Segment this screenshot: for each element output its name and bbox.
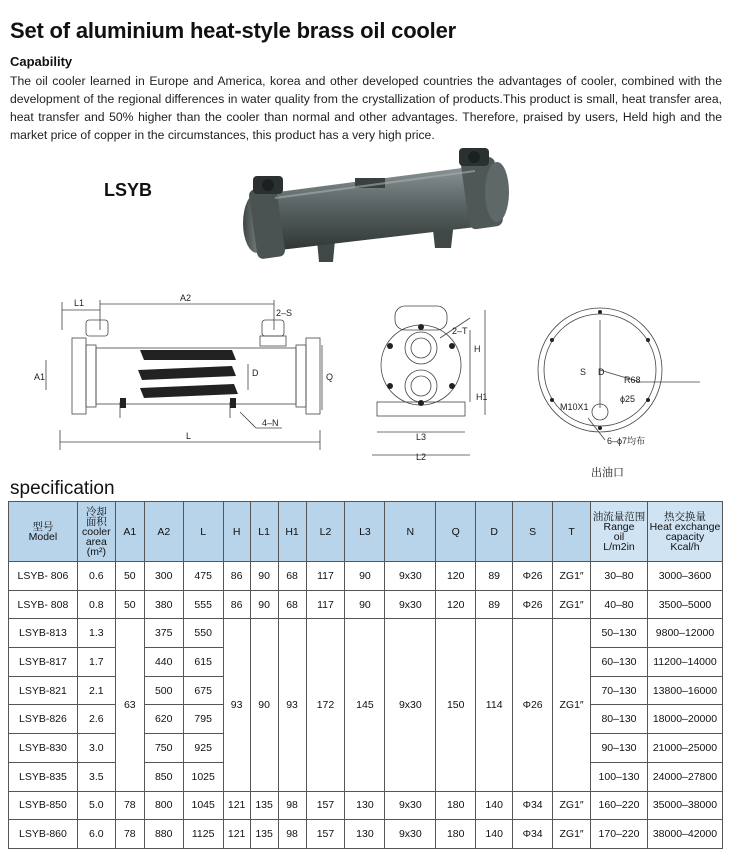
- cell-a1: 78: [115, 791, 144, 820]
- cell-model: LSYB-813: [9, 619, 78, 648]
- cell-heat: 3000–3600: [647, 562, 722, 591]
- cell-a2: 880: [144, 820, 183, 849]
- cell-t: ZG1″: [553, 791, 591, 820]
- cell-h-group: 93: [223, 619, 250, 791]
- header-l: L: [183, 502, 223, 562]
- cell-heat: 24000–27800: [647, 762, 722, 791]
- label-h1: H1: [476, 392, 488, 402]
- header-l1: L1: [250, 502, 278, 562]
- cell-n: 9x30: [385, 590, 436, 619]
- cell-heat: 11200–14000: [647, 648, 722, 677]
- cell-heat: 21000–25000: [647, 734, 722, 763]
- cell-l: 1025: [183, 762, 223, 791]
- label-2s: 2–S: [276, 308, 293, 318]
- cell-a2: 750: [144, 734, 183, 763]
- cell-l3: 90: [345, 590, 385, 619]
- cell-t: ZG1″: [553, 590, 591, 619]
- cell-h: 86: [223, 562, 250, 591]
- cell-l2: 117: [306, 590, 345, 619]
- header-area: 冷却 面积 cooler area (m²): [77, 502, 115, 562]
- cell-l: 615: [183, 648, 223, 677]
- cell-model: LSYB-860: [9, 820, 78, 849]
- cell-a2: 850: [144, 762, 183, 791]
- cell-q: 180: [436, 820, 476, 849]
- cell-l: 925: [183, 734, 223, 763]
- cell-h: 121: [223, 791, 250, 820]
- cell-l1: 90: [250, 590, 278, 619]
- cell-a2: 500: [144, 676, 183, 705]
- table-row: [9, 820, 723, 849]
- cell-d: 140: [476, 820, 513, 849]
- cell-heat: 13800–16000: [647, 676, 722, 705]
- cell-l: 475: [183, 562, 223, 591]
- cell-area: 0.6: [77, 562, 115, 591]
- cell-h1: 68: [278, 590, 306, 619]
- cell-q: 120: [436, 562, 476, 591]
- label-d2: D: [598, 367, 605, 377]
- cell-flow: 40–80: [591, 590, 648, 619]
- cell-d: 89: [476, 590, 513, 619]
- outlet-label: 出油口: [591, 467, 624, 479]
- cell-flow: 170–220: [591, 820, 648, 849]
- cell-a2: 440: [144, 648, 183, 677]
- label-m10: M10X1: [560, 402, 589, 412]
- label-2t: 2–T: [452, 326, 468, 336]
- cell-l3: 90: [345, 562, 385, 591]
- cell-l2: 157: [306, 791, 345, 820]
- label-s: S: [580, 367, 587, 377]
- cell-h1: 98: [278, 820, 306, 849]
- cell-l1-group: 90: [250, 619, 278, 791]
- cell-a2: 620: [144, 705, 183, 734]
- cell-t: ZG1″: [553, 820, 591, 849]
- cell-s: Φ26: [513, 562, 553, 591]
- table-row: [9, 619, 723, 648]
- table-row: [9, 590, 723, 619]
- label-l3: L3: [416, 432, 427, 442]
- cell-t-group: ZG1″: [553, 619, 591, 791]
- cell-area: 2.1: [77, 676, 115, 705]
- header-t: T: [553, 502, 591, 562]
- cell-heat: 3500–5000: [647, 590, 722, 619]
- label-a2: A2: [180, 293, 192, 303]
- cell-n: 9x30: [385, 820, 436, 849]
- cell-l3: 130: [345, 791, 385, 820]
- cell-area: 2.6: [77, 705, 115, 734]
- cell-q: 180: [436, 791, 476, 820]
- cell-h: 86: [223, 590, 250, 619]
- cell-a2: 380: [144, 590, 183, 619]
- cell-heat: 35000–38000: [647, 791, 722, 820]
- cell-area: 5.0: [77, 791, 115, 820]
- cell-heat: 38000–42000: [647, 820, 722, 849]
- cell-heat: 9800–12000: [647, 619, 722, 648]
- cell-h1: 68: [278, 562, 306, 591]
- cell-a1: 78: [115, 820, 144, 849]
- page-title: Set of aluminium heat-style brass oil cooler: [10, 18, 456, 43]
- header-h1: H1: [278, 502, 306, 562]
- model-tag: LSYB: [104, 180, 153, 200]
- cell-model: LSYB-826: [9, 705, 78, 734]
- header-h: H: [223, 502, 250, 562]
- header-l3: L3: [345, 502, 385, 562]
- label-q: Q: [326, 372, 334, 382]
- cell-l: 675: [183, 676, 223, 705]
- cell-area: 1.7: [77, 648, 115, 677]
- table-row: [9, 562, 723, 591]
- header-flow: 油流量范围 Range oil L/m2in: [591, 502, 648, 562]
- cell-l: 1045: [183, 791, 223, 820]
- cell-h1-group: 93: [278, 619, 306, 791]
- cell-a1-group: 63: [115, 619, 144, 791]
- header-q: Q: [436, 502, 476, 562]
- table-row: [9, 791, 723, 820]
- cell-flow: 50–130: [591, 619, 648, 648]
- cell-model: LSYB-835: [9, 762, 78, 791]
- cell-l: 555: [183, 590, 223, 619]
- header-n: N: [385, 502, 436, 562]
- label-l2: L2: [416, 452, 427, 462]
- label-d: D: [252, 368, 259, 378]
- cell-heat: 18000–20000: [647, 705, 722, 734]
- cell-q-group: 150: [436, 619, 476, 791]
- capability-text: The oil cooler learned in Europe and America, korea and other developed countries the advantages of cooler, combined with the development of the regional differences in water quality from the crystallization of products.This product is small, heat transfer area, heat transfer and 50% higher than the cooler than normal and other advantages. Therefore, praised by users, Held high and the market price of copper in the circumstances, this product has a very high price.: [10, 74, 722, 142]
- cell-a2: 300: [144, 562, 183, 591]
- label-phi25: ϕ25: [620, 394, 636, 404]
- cell-flow: 60–130: [591, 648, 648, 677]
- cell-l: 1125: [183, 820, 223, 849]
- header-d: D: [476, 502, 513, 562]
- header-heat: 热交换量 Heat exchange capacity Kcal/h: [647, 502, 722, 562]
- cell-s: Φ26: [513, 590, 553, 619]
- spec-heading: specification: [10, 478, 115, 499]
- cell-d-group: 114: [476, 619, 513, 791]
- label-a1: A1: [34, 372, 46, 382]
- cell-l3-group: 145: [345, 619, 385, 791]
- cell-h1: 98: [278, 791, 306, 820]
- cell-flow: 30–80: [591, 562, 648, 591]
- cell-a2: 375: [144, 619, 183, 648]
- cell-n: 9x30: [385, 562, 436, 591]
- cell-l2: 117: [306, 562, 345, 591]
- cell-a1: 50: [115, 562, 144, 591]
- cell-model: LSYB-817: [9, 648, 78, 677]
- header-a2: A2: [144, 502, 183, 562]
- cell-h: 121: [223, 820, 250, 849]
- cell-area: 3.0: [77, 734, 115, 763]
- cell-l2-group: 172: [306, 619, 345, 791]
- cell-flow: 100–130: [591, 762, 648, 791]
- cell-d: 89: [476, 562, 513, 591]
- cell-area: 1.3: [77, 619, 115, 648]
- header-model: 型号 Model: [9, 502, 78, 562]
- cell-l1: 90: [250, 562, 278, 591]
- cell-l2: 157: [306, 820, 345, 849]
- cell-s: Φ34: [513, 791, 553, 820]
- label-l: L: [186, 431, 192, 441]
- header-a1: A1: [115, 502, 144, 562]
- cell-model: LSYB-850: [9, 791, 78, 820]
- cell-d: 140: [476, 791, 513, 820]
- cell-model: LSYB-830: [9, 734, 78, 763]
- cell-l1: 135: [250, 791, 278, 820]
- cell-l: 550: [183, 619, 223, 648]
- technical-drawings: [0, 290, 731, 465]
- label-h: H: [474, 344, 481, 354]
- cell-s-group: Φ26: [513, 619, 553, 791]
- cell-t: ZG1″: [553, 562, 591, 591]
- cell-a2: 800: [144, 791, 183, 820]
- cell-s: Φ34: [513, 820, 553, 849]
- cell-l3: 130: [345, 820, 385, 849]
- cell-model: LSYB- 808: [9, 590, 78, 619]
- cell-flow: 160–220: [591, 791, 648, 820]
- cell-n-group: 9x30: [385, 619, 436, 791]
- cell-model: LSYB-821: [9, 676, 78, 705]
- label-4n: 4–N: [262, 418, 279, 428]
- cell-flow: 80–130: [591, 705, 648, 734]
- cell-flow: 90–130: [591, 734, 648, 763]
- cell-area: 0.8: [77, 590, 115, 619]
- oil-cooler-photo: [235, 140, 520, 275]
- header-s: S: [513, 502, 553, 562]
- cell-area: 3.5: [77, 762, 115, 791]
- capability-heading: Capability: [10, 54, 73, 69]
- cell-q: 120: [436, 590, 476, 619]
- cell-area: 6.0: [77, 820, 115, 849]
- cell-n: 9x30: [385, 791, 436, 820]
- cell-l: 795: [183, 705, 223, 734]
- label-r68: R68: [624, 375, 641, 385]
- cell-flow: 70–130: [591, 676, 648, 705]
- spec-table: [8, 501, 723, 849]
- label-l1: L1: [74, 298, 85, 308]
- header-l2: L2: [306, 502, 345, 562]
- cell-l1: 135: [250, 820, 278, 849]
- cell-a1: 50: [115, 590, 144, 619]
- cell-model: LSYB- 806: [9, 562, 78, 591]
- label-6phi7: 6–ϕ7均布: [607, 436, 646, 446]
